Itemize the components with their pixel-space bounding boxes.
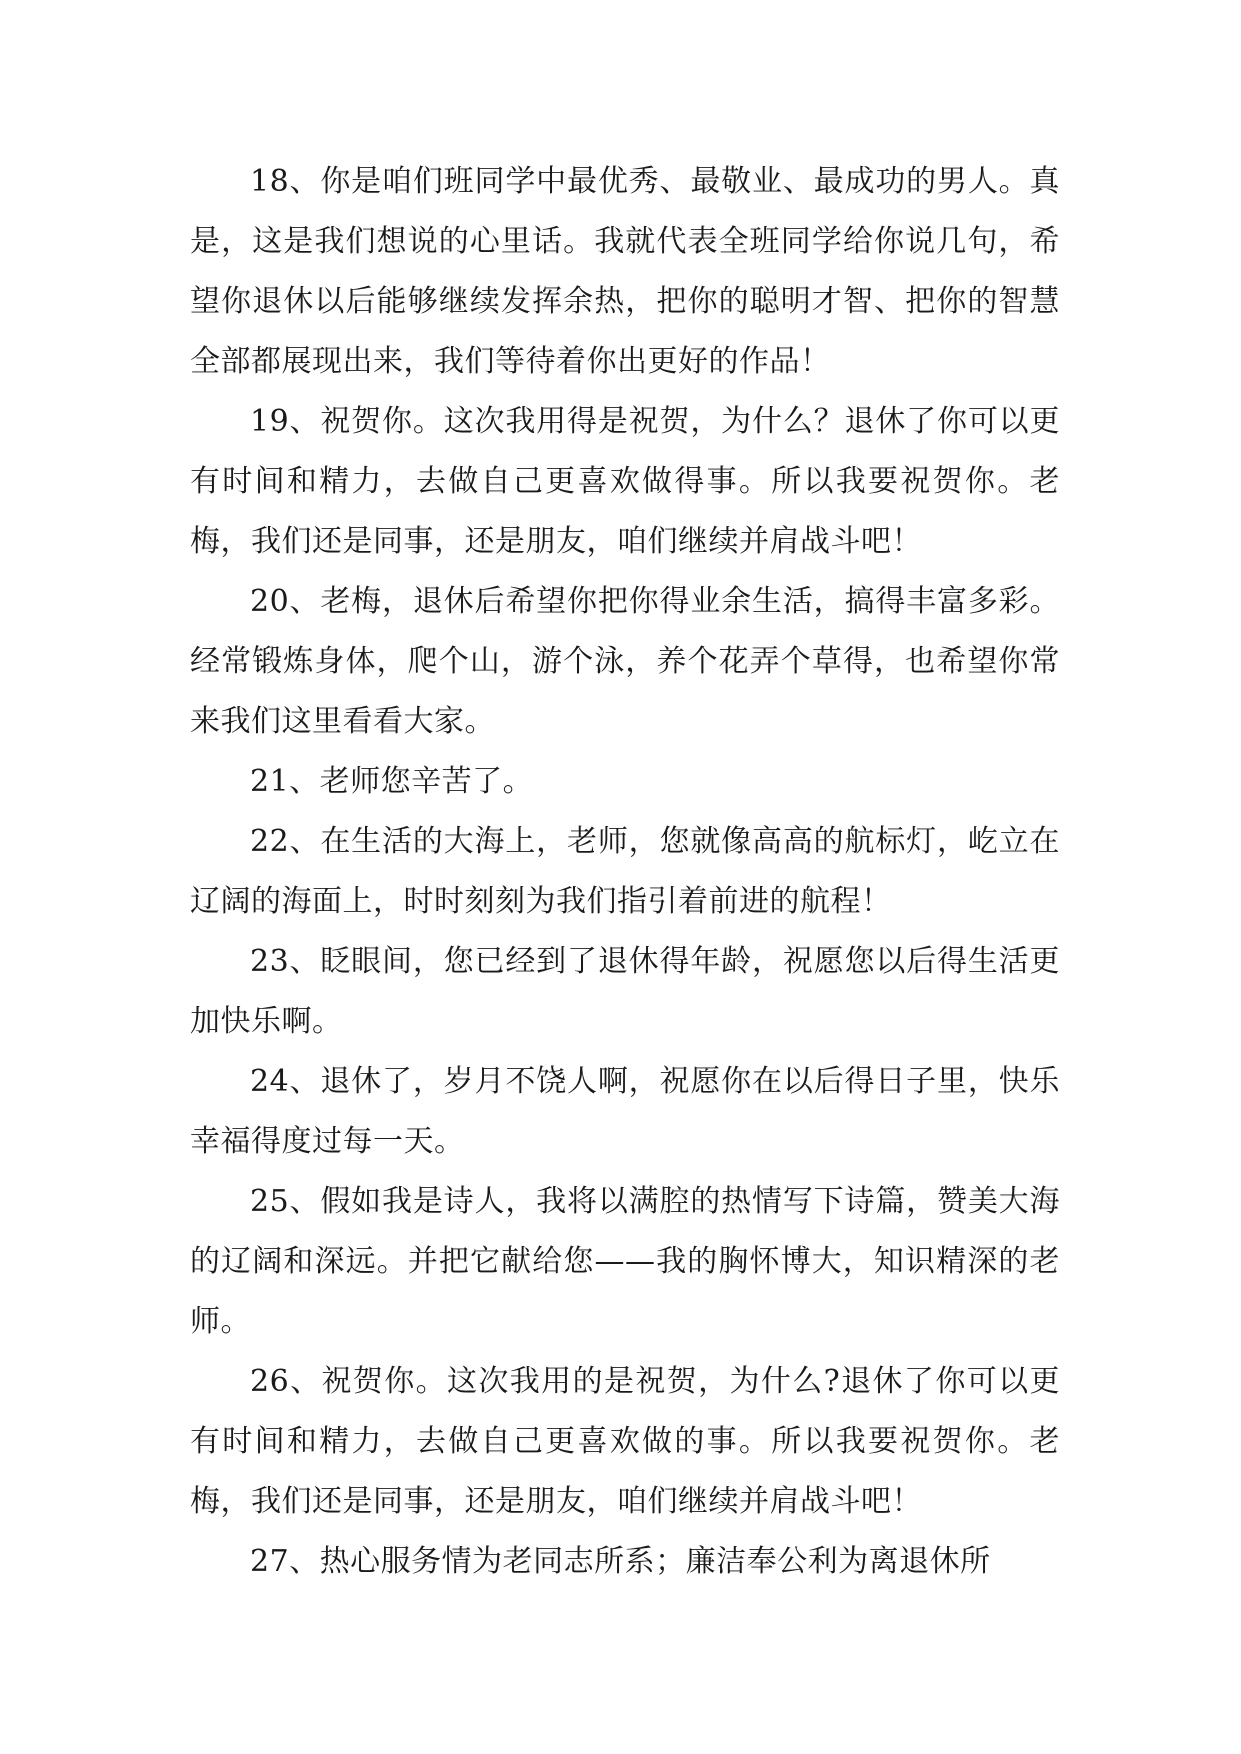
paragraph-21: 21、老师您辛苦了。 [250,764,534,799]
paragraph-24: 24、退休了，岁月不饶人啊，祝愿你在以后得日子里，快乐幸福得度过每一天。 [190,1064,1060,1159]
paragraph-22: 22、在生活的大海上，老师，您就像高高的航标灯，屹立在辽阔的海面上，时时刻刻为我们指引着前进的航程！ [190,824,1060,919]
document-body [190,152,1060,1592]
paragraph-25: 25、假如我是诗人，我将以满腔的热情写下诗篇，赞美大海的辽阔和深远。并把它献给您——我的胸怀博大，知识精深的老师。 [190,1184,1060,1339]
paragraph-19: 19、祝贺你。这次我用得是祝贺，为什么？退休了你可以更有时间和精力，去做自己更喜欢做得事。所以我要祝贺你。老梅，我们还是同事，还是朋友，咱们继续并肩战斗吧！ [190,404,1060,559]
paragraph-18: 18、你是咱们班同学中最优秀、最敬业、最成功的男人。真是，这是我们想说的心里话。我就代表全班同学给你说几句，希望你退休以后能够继续发挥余热，把你的聪明才智、把你的智慧全部都展现出来，我们等待着你出更好的作品！ [190,164,1060,379]
paragraph-26: 26、祝贺你。这次我用的是祝贺，为什么?退休了你可以更有时间和精力，去做自己更喜欢做的事。所以我要祝贺你。老梅，我们还是同事，还是朋友，咱们继续并肩战斗吧！ [190,1364,1060,1519]
paragraph-23: 23、眨眼间，您已经到了退休得年龄，祝愿您以后得生活更加快乐啊。 [190,944,1060,1039]
paragraph-20: 20、老梅，退休后希望你把你得业余生活，搞得丰富多彩。经常锻炼身体，爬个山，游个泳，养个花弄个草得，也希望你常来我们这里看看大家。 [190,584,1060,739]
paragraph-27: 27、热心服务情为老同志所系；廉洁奉公利为离退休所 [250,1544,991,1579]
